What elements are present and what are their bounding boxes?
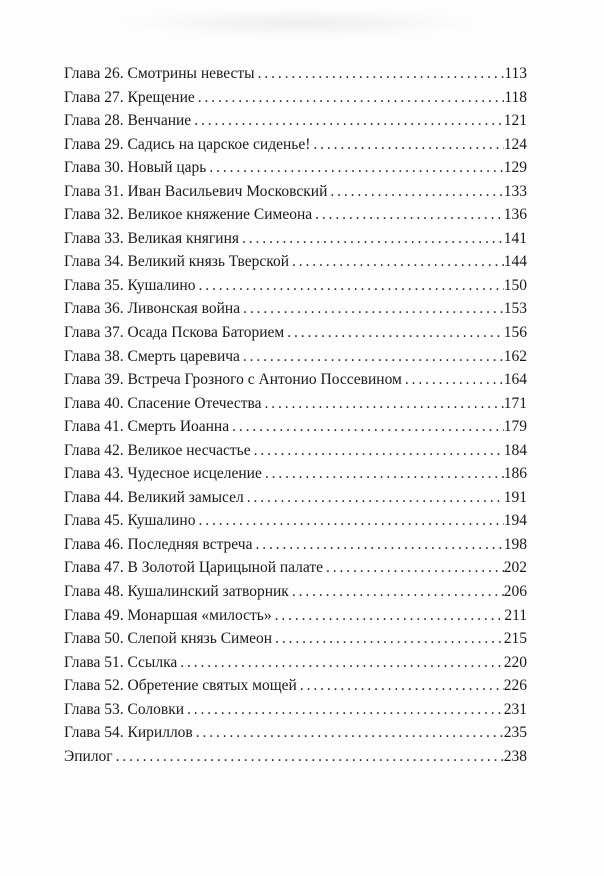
toc-entry-page-number: 231 <box>503 700 527 718</box>
toc-entry-title: Глава 45. Кушалино <box>64 512 196 530</box>
toc-entry-title: Глава 42. Великое несчастье <box>64 441 251 459</box>
toc-dot-leader <box>252 536 503 554</box>
toc-entry <box>64 65 527 89</box>
toc-entry-title: Глава 30. Новый царь <box>64 159 207 177</box>
toc-dot-leader <box>289 583 504 601</box>
toc-entry <box>64 418 527 442</box>
toc-entry-page-number: 121 <box>503 112 527 130</box>
toc-dot-leader <box>195 277 503 295</box>
toc-entry-page-number: 184 <box>503 441 527 459</box>
toc-entry-title: Глава 48. Кушалинский затворник <box>64 583 289 601</box>
toc-entry-page-number: 118 <box>504 88 527 106</box>
toc-entry-page-number: 235 <box>503 724 527 742</box>
toc-entry-title: Глава 31. Иван Васильевич Московский <box>64 182 328 200</box>
toc-entry-title: Глава 38. Смерть царевича <box>64 347 240 365</box>
toc-dot-leader <box>195 512 503 530</box>
toc-entry-page-number: 150 <box>503 276 527 294</box>
toc-dot-leader <box>284 324 504 342</box>
toc-entry <box>64 324 527 348</box>
toc-entry-title: Глава 35. Кушалино <box>64 276 196 294</box>
toc-entry-title: Глава 53. Соловки <box>64 700 185 718</box>
toc-entry-title: Глава 29. Садись на царское сиденье! <box>64 135 311 153</box>
toc-entry-page-number: 202 <box>503 559 527 577</box>
toc-entry <box>64 677 527 701</box>
toc-dot-leader <box>262 395 504 413</box>
toc-entry <box>64 348 527 372</box>
toc-entry-title: Глава 28. Венчание <box>64 112 192 130</box>
toc-entry-title: Глава 32. Великое княжение Симеона <box>64 206 313 224</box>
toc-entry-page-number: 156 <box>503 324 527 342</box>
toc-entry <box>64 630 527 654</box>
toc-dot-leader <box>255 65 505 83</box>
toc-entry <box>64 536 527 560</box>
toc-entry-page-number: 113 <box>504 65 527 82</box>
toc-entry <box>64 395 527 419</box>
toc-entry-page-number: 194 <box>503 512 527 530</box>
toc-entry-title: Глава 26. Смотрины невесты <box>64 65 255 82</box>
toc-entry <box>64 112 527 136</box>
toc-entry <box>64 654 527 678</box>
toc-entry-page-number: 198 <box>503 535 527 553</box>
toc-entry-page-number: 164 <box>503 371 527 389</box>
toc-entry-title: Глава 46. Последняя встреча <box>64 535 253 553</box>
toc-entry <box>64 136 527 160</box>
toc-entry <box>64 607 527 631</box>
toc-entry <box>64 371 527 395</box>
toc-dot-leader <box>240 348 504 366</box>
toc-entry-title: Эпилог <box>64 747 113 765</box>
toc-entry-page-number: 191 <box>503 488 527 506</box>
toc-dot-leader <box>323 559 504 577</box>
toc-dot-leader <box>239 230 504 248</box>
toc-entry <box>64 230 527 254</box>
table-of-contents <box>64 65 527 771</box>
toc-dot-leader <box>229 418 504 436</box>
toc-dot-leader <box>193 724 504 742</box>
toc-entry <box>64 465 527 489</box>
toc-entry <box>64 512 527 536</box>
toc-entry <box>64 442 527 466</box>
toc-dot-leader <box>177 654 503 672</box>
toc-entry-page-number: 211 <box>504 606 527 624</box>
toc-dot-leader <box>310 136 503 154</box>
toc-dot-leader <box>240 300 504 318</box>
toc-entry-page-number: 238 <box>503 747 527 765</box>
toc-entry-title: Глава 36. Ливонская война <box>64 300 241 318</box>
toc-entry-title: Глава 47. В Золотой Царицыной палате <box>64 559 324 577</box>
toc-entry-title: Глава 52. Обретение святых мощей <box>64 677 297 695</box>
toc-entry-page-number: 129 <box>503 159 527 177</box>
toc-entry-title: Глава 49. Монаршая «милость» <box>64 606 272 624</box>
toc-dot-leader <box>272 630 504 648</box>
toc-dot-leader <box>262 465 504 483</box>
toc-entry-page-number: 206 <box>503 583 527 601</box>
toc-entry-title: Глава 50. Слепой князь Симеон <box>64 630 273 648</box>
toc-entry-page-number: 162 <box>503 347 527 365</box>
toc-dot-leader <box>327 183 503 201</box>
toc-entry-title: Глава 37. Осада Пскова Баторием <box>64 324 285 342</box>
toc-entry-page-number: 141 <box>503 229 527 247</box>
toc-entry-title: Глава 33. Великая княгиня <box>64 229 239 247</box>
toc-entry-title: Глава 40. Спасение Отечества <box>64 394 262 412</box>
toc-dot-leader <box>297 677 504 695</box>
toc-entry-title: Глава 44. Великий замысел <box>64 488 244 506</box>
toc-entry <box>64 489 527 513</box>
toc-entry <box>64 277 527 301</box>
toc-entry <box>64 559 527 583</box>
toc-entry <box>64 206 527 230</box>
toc-dot-leader <box>191 112 504 130</box>
toc-dot-leader <box>113 748 504 766</box>
toc-entry-title: Глава 41. Смерть Иоанна <box>64 418 230 436</box>
toc-entry-page-number: 171 <box>503 394 527 412</box>
toc-entry-title: Глава 27. Крещение <box>64 88 195 106</box>
toc-entry-page-number: 179 <box>503 418 527 436</box>
toc-dot-leader <box>402 371 504 389</box>
toc-entry-page-number: 144 <box>503 253 527 271</box>
toc-entry-page-number: 133 <box>503 182 527 200</box>
toc-entry <box>64 159 527 183</box>
toc-dot-leader <box>184 701 504 719</box>
toc-entry-page-number: 153 <box>503 300 527 318</box>
page-scan-shadow <box>120 8 480 38</box>
toc-dot-leader <box>312 206 504 224</box>
toc-entry-page-number: 186 <box>503 465 527 483</box>
toc-entry-page-number: 226 <box>503 677 527 695</box>
toc-entry-title: Глава 34. Великий князь Тверской <box>64 253 290 271</box>
toc-entry-page-number: 220 <box>503 653 527 671</box>
toc-dot-leader <box>206 159 503 177</box>
toc-entry-page-number: 124 <box>503 135 527 153</box>
toc-entry-title: Глава 54. Кириллов <box>64 724 193 742</box>
toc-entry <box>64 701 527 725</box>
toc-entry-title: Глава 39. Встреча Грозного с Антонио Поссевином <box>64 371 402 389</box>
toc-entry-page-number: 215 <box>503 630 527 648</box>
toc-entry-title: Глава 43. Чудесное исцеление <box>64 465 262 483</box>
toc-entry <box>64 583 527 607</box>
toc-dot-leader <box>251 442 504 460</box>
toc-entry <box>64 748 527 772</box>
toc-dot-leader <box>272 607 505 625</box>
toc-entry <box>64 253 527 277</box>
toc-entry-title: Глава 51. Ссылка <box>64 653 178 671</box>
toc-dot-leader <box>289 253 504 271</box>
toc-entry <box>64 183 527 207</box>
toc-entry-page-number: 136 <box>503 206 527 224</box>
toc-entry <box>64 300 527 324</box>
toc-entry <box>64 724 527 748</box>
toc-dot-leader <box>195 89 505 107</box>
toc-dot-leader <box>244 489 504 507</box>
toc-entry <box>64 89 527 113</box>
